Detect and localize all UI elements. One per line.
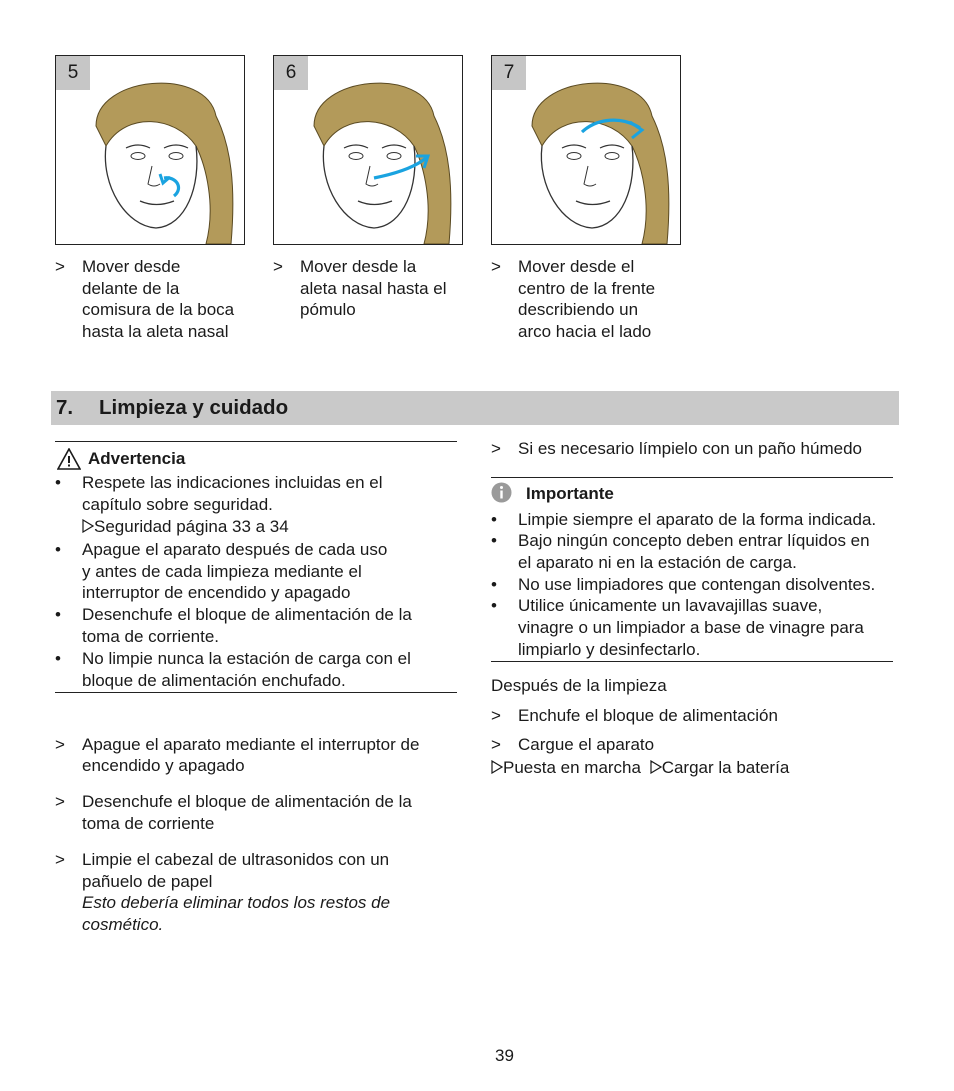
warning-item-line: Desenchufe el bloque de alimentación de la (82, 605, 412, 624)
step-text-line: toma de corriente (82, 814, 215, 833)
bullet-mark: • (491, 510, 497, 529)
page-number: 39 (495, 1046, 514, 1065)
important-item-line: vinagre o un limpiador a base de vinagre para (518, 618, 864, 637)
important-item-line: Limpie siempre el aparato de la forma indicada. (518, 510, 877, 529)
step-marker: > (55, 257, 65, 276)
important-top-rule (491, 477, 893, 478)
warning-item-line: toma de corriente. (82, 627, 220, 646)
step-text-line: pañuelo de papel (82, 872, 213, 891)
step-text-line: Cargue el aparato (518, 735, 655, 754)
cross-reference[interactable] (82, 516, 289, 538)
step-text-line: Mover desde el (518, 257, 635, 276)
warning-bottom-rule (55, 692, 457, 693)
warning-item-line: Apague el aparato después de cada uso (82, 540, 388, 559)
step-text-line: describiendo un (518, 300, 639, 319)
important-item-line: Bajo ningún concepto deben entrar líquidos en (518, 531, 870, 550)
reference-text: Seguridad página 33 a 34 (94, 517, 289, 536)
step-text-line: Enchufe el bloque de alimentación (518, 706, 778, 725)
bullet-mark: • (55, 540, 61, 559)
warning-item-line: interruptor de encendido y apagado (82, 583, 351, 602)
illustration-7 (491, 55, 681, 245)
step-marker: > (491, 706, 501, 725)
step-text-line: comisura de la boca (82, 300, 235, 319)
step-text-line: Desenchufe el bloque de alimentación de la (82, 792, 412, 811)
step-marker: > (491, 439, 501, 458)
section-title: Limpieza y cuidado (99, 396, 289, 419)
reference-arrow-icon (82, 519, 94, 533)
warning-title: Advertencia (88, 449, 186, 468)
step-text-line: Mover desde la (300, 257, 417, 276)
warning-item-line: No limpie nunca la estación de carga con el (82, 649, 411, 668)
bullet-mark: • (55, 605, 61, 624)
step-text-line: pómulo (300, 300, 356, 319)
step-marker: > (491, 735, 501, 754)
reference-arrow-icon (650, 760, 662, 774)
warning-top-rule (55, 441, 457, 442)
bullet-mark: • (491, 575, 497, 594)
step-number-box: 6 (274, 56, 308, 90)
step-text-line: Apague el aparato mediante el interruptor de (82, 735, 420, 754)
bullet-mark: • (55, 649, 61, 668)
step-text-line: Limpie el cabezal de ultrasonidos con un (82, 850, 390, 869)
bullet-mark: • (491, 531, 497, 550)
step-text-line: encendido y apagado (82, 756, 245, 775)
warning-item-line: capítulo sobre seguridad. (82, 495, 273, 514)
step-note-line: cosmético. (82, 915, 164, 934)
step-text-line: Mover desde (82, 257, 181, 276)
step-marker: > (55, 792, 65, 811)
step-text-line: aleta nasal hasta el (300, 279, 447, 298)
important-item-line: No use limpiadores que contengan disolventes. (518, 575, 876, 594)
important-item-line: limpiarlo y desinfectarlo. (518, 640, 701, 659)
step-marker: > (273, 257, 283, 276)
step-number-box: 7 (492, 56, 526, 90)
cross-reference[interactable] (491, 757, 789, 779)
warning-item-line: y antes de cada limpieza mediante el (82, 562, 362, 581)
step-text-line: delante de la (82, 279, 180, 298)
illustration-6 (273, 55, 463, 245)
section-header (51, 391, 899, 425)
warning-item-line: bloque de alimentación enchufado. (82, 671, 346, 690)
reference-text: Puesta en marcha (503, 758, 641, 777)
bullet-mark: • (55, 473, 61, 492)
warning-item-line: Respete las indicaciones incluidas en el (82, 473, 383, 492)
important-title: Importante (526, 484, 614, 503)
warning-triangle-icon (57, 448, 81, 470)
important-item-line: Utilice únicamente un lavavajillas suave, (518, 596, 823, 615)
step-text-line: centro de la frente (518, 279, 656, 298)
reference-arrow-icon (491, 760, 503, 774)
step-number-box: 5 (56, 56, 90, 90)
step-text-line: arco hacia el lado (518, 322, 652, 341)
step-text-line: Si es necesario límpielo con un paño húmedo (518, 439, 862, 458)
illustration-5 (55, 55, 245, 245)
important-bottom-rule (491, 661, 893, 662)
step-text-line: hasta la aleta nasal (82, 322, 229, 341)
reference-text: Cargar la batería (661, 758, 790, 777)
bullet-mark: • (491, 596, 497, 615)
after-cleaning-heading: Después de la limpieza (491, 676, 667, 695)
section-number: 7. (56, 396, 74, 419)
step-marker: > (491, 257, 501, 276)
step-note-line: Esto debería eliminar todos los restos de (82, 893, 391, 912)
info-icon (491, 482, 512, 503)
important-item-line: el aparato ni en la estación de carga. (518, 553, 797, 572)
step-marker: > (55, 850, 65, 869)
step-marker: > (55, 735, 65, 754)
